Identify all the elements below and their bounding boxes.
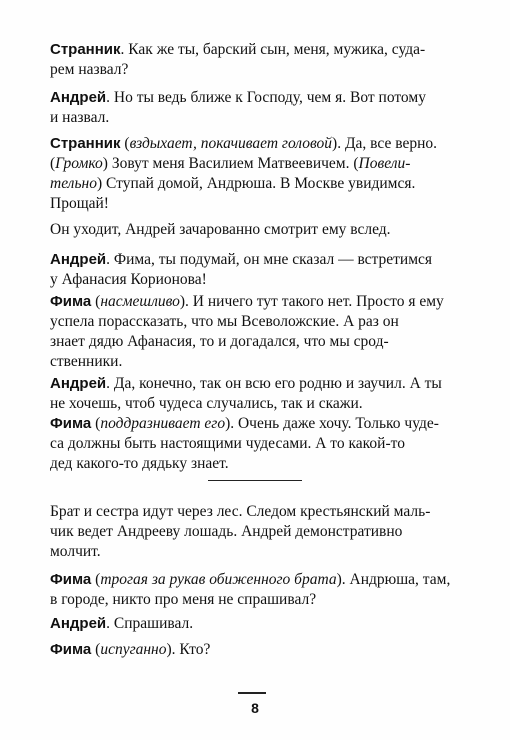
dialogue-text: ). Кто?	[166, 641, 211, 658]
paragraph-4	[50, 220, 466, 240]
dialogue-text: (	[91, 293, 101, 310]
page-number-rule	[238, 692, 266, 694]
dialogue-text: молчит.	[50, 543, 101, 560]
dialogue-text: дед какого-то дядьку знает.	[50, 455, 229, 472]
dialogue-text: Он уходит, Андрей зачарованно смотрит ему вслед.	[50, 221, 391, 238]
speaker-name: Фима	[50, 415, 92, 432]
dialogue-text: са должны быть настоящими чудесами. А то какой-то	[50, 435, 405, 452]
dialogue-text: знает дядю Афанасия, то и догадался, что мы срод-	[50, 333, 389, 350]
speaker-name: Фима	[50, 641, 92, 658]
stage-direction: насмешливо	[100, 293, 180, 310]
stage-direction: Громко	[55, 155, 103, 172]
dialogue-text: (	[91, 415, 101, 432]
speaker-name: Странник	[50, 135, 121, 152]
speaker-name: Андрей	[50, 615, 107, 632]
paragraph-7	[50, 374, 466, 414]
dialogue-text: в городе, никто про меня не спрашивал?	[50, 591, 317, 608]
dialogue-text: и назвал.	[50, 109, 110, 126]
stage-direction: Повели-	[358, 155, 411, 172]
speaker-name: Андрей	[50, 251, 107, 268]
page-number: 8	[251, 700, 259, 716]
paragraph-9	[50, 502, 466, 562]
stage-direction: вздыхает, покачивает головой	[129, 135, 333, 152]
dialogue-text: ). Очень даже хочу. Только чуде-	[225, 415, 439, 432]
dialogue-text: . Но ты ведь ближе к Господу, чем я. Вот потому	[106, 89, 426, 106]
paragraph-3	[50, 134, 466, 214]
dialogue-text: (	[50, 155, 56, 172]
paragraph-1	[50, 40, 466, 80]
dialogue-text: (	[91, 571, 101, 588]
stage-direction: поддразнивает его	[100, 415, 226, 432]
speaker-name: Андрей	[50, 375, 107, 392]
section-divider	[208, 480, 302, 481]
paragraph-6	[50, 292, 466, 372]
paragraph-2	[50, 88, 466, 128]
dialogue-text: ). И ничего тут такого нет. Просто я ему	[179, 293, 444, 310]
dialogue-text: ) Ступай домой, Андрюша. В Москве увидимся.	[96, 175, 416, 192]
paragraph-11	[50, 614, 466, 634]
dialogue-text: . Фима, ты подумай, он мне сказал — встретимся	[106, 251, 433, 268]
dialogue-text: . Спрашивал.	[106, 615, 194, 632]
dialogue-text: ). Андрюша, там,	[336, 571, 451, 588]
dialogue-text: (	[120, 135, 130, 152]
dialogue-text: успела порассказать, что мы Всеволожские. А раз он	[50, 313, 399, 330]
dialogue-text: рем назвал?	[50, 61, 129, 78]
dialogue-text: ) Зовут меня Василием Матвеевичем. (	[102, 155, 359, 172]
paragraph-8	[50, 414, 466, 474]
speaker-name: Странник	[50, 41, 121, 58]
stage-direction: тельно	[50, 175, 97, 192]
dialogue-text: не хочешь, чтоб чудеса случались, так и скажи.	[50, 395, 363, 412]
speaker-name: Андрей	[50, 89, 107, 106]
dialogue-text: . Как же ты, барский сын, меня, мужика, суда-	[120, 41, 426, 58]
stage-direction: трогая за рукав обиженного брата	[100, 571, 337, 588]
dialogue-text: чик ведет Андрееву лошадь. Андрей демонстративно	[50, 523, 403, 540]
stage-direction: испуганно	[100, 641, 167, 658]
dialogue-text: (	[91, 641, 101, 658]
paragraph-10	[50, 570, 466, 610]
paragraph-12	[50, 640, 466, 660]
dialogue-text: у Афанасия Корионова!	[50, 271, 207, 288]
speaker-name: Фима	[50, 293, 92, 310]
dialogue-text: Прощай!	[50, 195, 109, 212]
paragraph-5	[50, 250, 466, 290]
speaker-name: Фима	[50, 571, 92, 588]
dialogue-text: Брат и сестра идут через лес. Следом крестьянский маль-	[50, 503, 431, 520]
dialogue-text: . Да, конечно, так он всю его родню и заучил. А ты	[106, 375, 442, 392]
dialogue-text: ). Да, все верно.	[332, 135, 437, 152]
dialogue-text: ственники.	[50, 353, 123, 370]
